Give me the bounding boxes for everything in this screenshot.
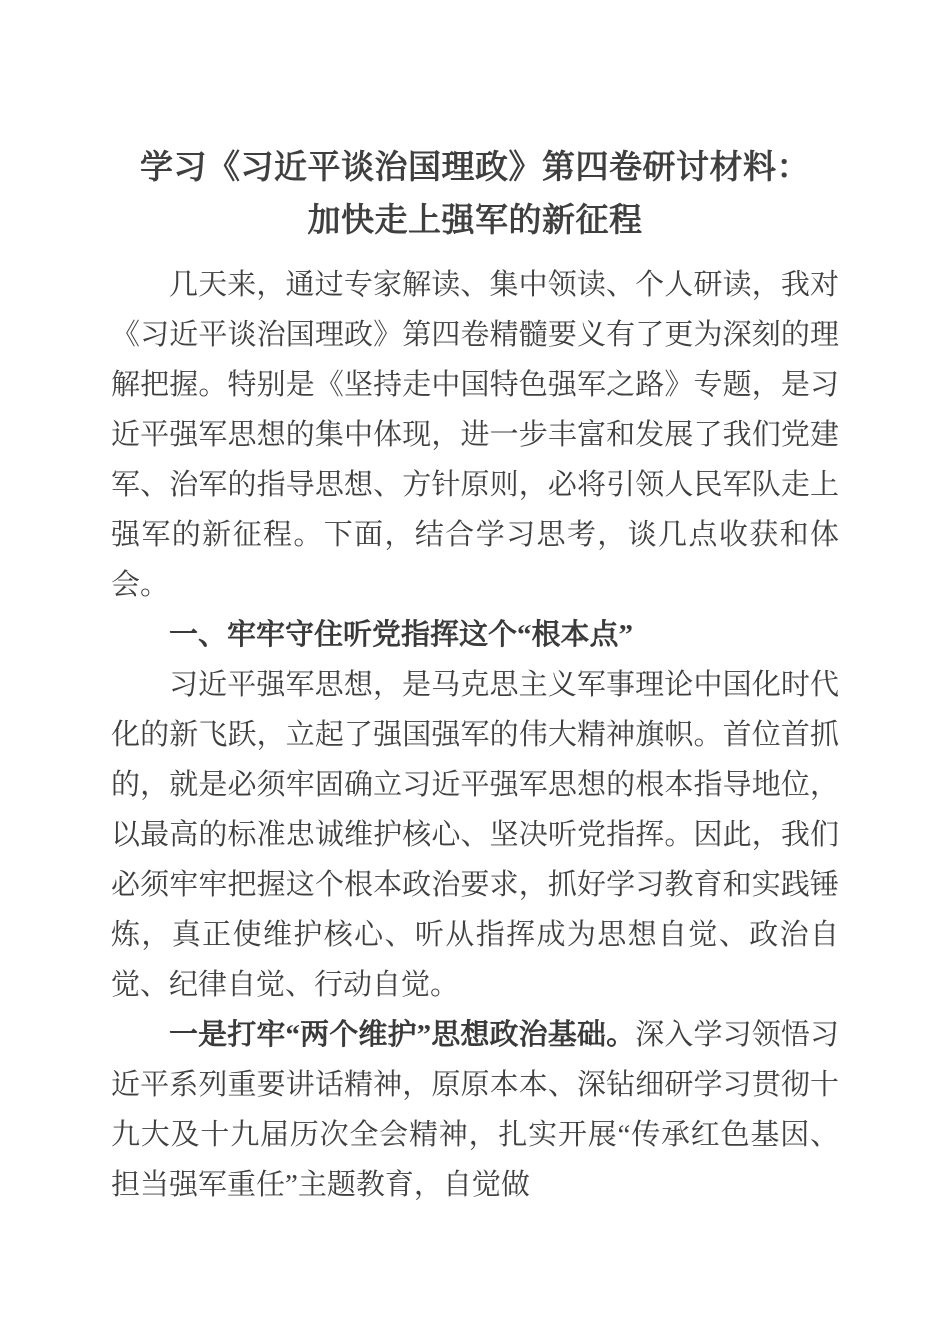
paragraph-section-1: 习近平强军思想，是马克思主义军事理论中国化时代化的新飞跃，立起了强国强军的伟大精神旗帜。首位首抓的，就是必须牢固确立习近平强军思想的根本指导地位，以最高的标准忠诚维护核心、坚决听党指挥。因此，我们必须牢牢把握这个根本政治要求，抓好学习教育和实践锤炼，真正使维护核心、听从指挥成为思想自觉、政治自觉、纪律自觉、行动自觉。	[111, 669, 839, 1001]
section-heading-1: 一、牢牢守住听党指挥这个“根本点”	[169, 619, 634, 651]
title-line-1: 学习《习近平谈治国理政》第四卷研讨材料：	[140, 150, 810, 186]
paragraph-lead-bold: 一是打牢“两个维护”思想政治基础。	[169, 1019, 636, 1051]
title-line-2: 加快走上强军的新征程	[307, 203, 643, 239]
paragraph-intro: 几天来，通过专家解读、集中领读、个人研读，我对《习近平谈治国理政》第四卷精髓要义有了更为深刻的理解把握。特别是《坚持走中国特色强军之路》专题，是习近平强军思想的集中体现，进一步丰富和发展了我们党建军、治军的指导思想、方针原则，必将引领人民军队走上强军的新征程。下面，结合学习思考，谈几点收获和体会。	[111, 269, 839, 601]
document-body	[111, 260, 839, 1210]
paragraph-point-1	[111, 1010, 839, 1210]
document-title	[111, 142, 839, 248]
paragraph-point-1-text: 深入学习领悟习近平系列重要讲话精神，原原本本、深钻细研学习贯彻十九大及十九届历次全会精神，扎实开展“传承红色基因、担当强军重任”主题教育，自觉做	[111, 1019, 839, 1201]
